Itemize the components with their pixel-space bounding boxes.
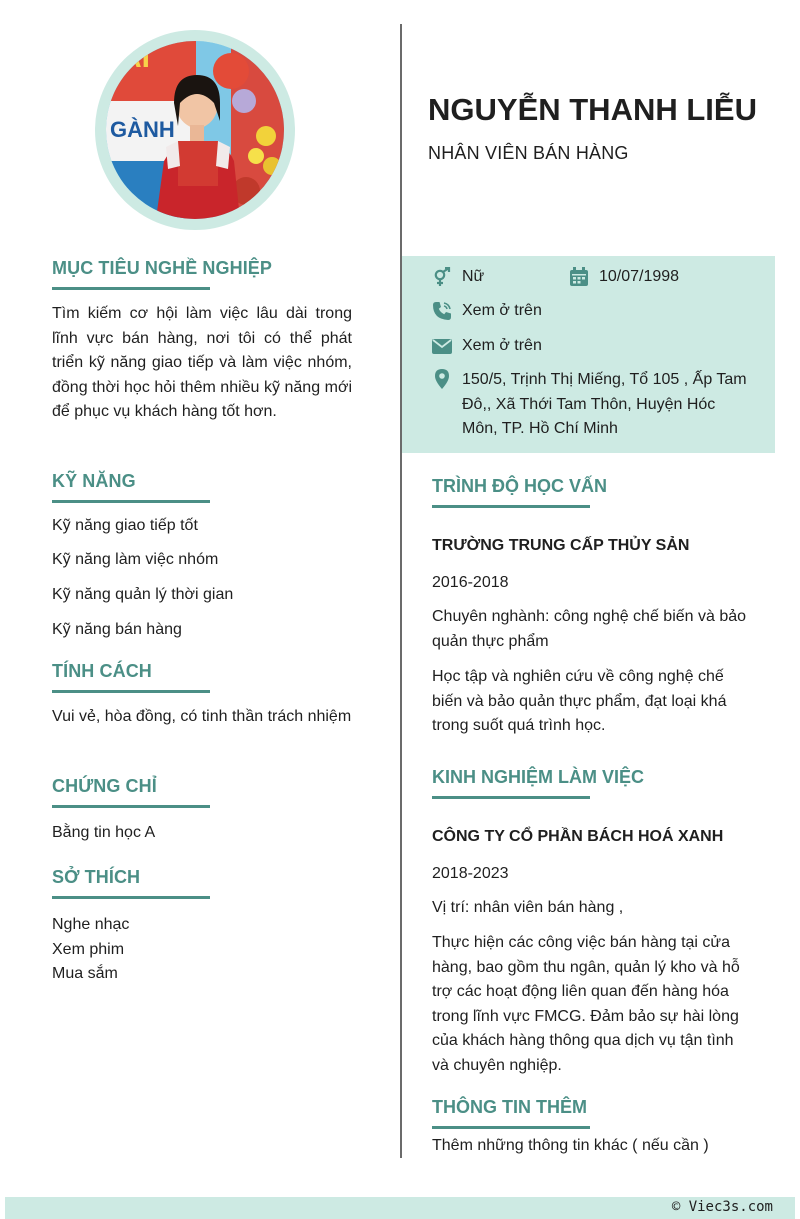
calendar-icon [569,267,589,287]
certificates-section [52,776,352,842]
hobbies-heading: SỞ THÍCH [52,867,141,887]
avatar-photo [106,41,284,219]
education-period: 2016-2018 [432,574,509,591]
certificates-heading: CHỨNG CHỈ [52,776,157,796]
contact-panel [402,256,775,453]
skills-section [52,471,352,638]
company-name: CÔNG TY CỔ PHẦN BÁCH HOÁ XANH [432,828,724,845]
additional-section [432,1097,762,1154]
hobby-item: Mua sắm [52,965,118,983]
gender-value: Nữ [462,268,485,285]
svg-text:GÀNH: GÀNH [110,117,175,142]
avatar [106,41,284,219]
section-underline [432,1126,590,1129]
footer-bar [5,1197,795,1219]
footer-credit[interactable]: © Viec3s.com [671,1199,773,1215]
avatar-frame [95,30,295,230]
skill-item: Kỹ năng giao tiếp tốt [52,517,198,534]
experience-period: 2018-2023 [432,865,509,882]
svg-text:AI: AI [120,41,150,74]
personality-section [52,661,352,730]
additional-text: Thêm những thông tin khác ( nếu cần ) [432,1137,709,1154]
objective-section [52,258,352,425]
birthdate-value: 10/07/1998 [599,268,680,285]
education-description: Học tập và nghiên cứu về công nghệ chế biến và bảo quản thực phẩm, đạt loại khá trong suốt quá trình học. [432,668,727,735]
section-underline [432,505,590,508]
section-underline [52,896,210,899]
address-value: 150/5, Trịnh Thị Miếng, Tổ 105 , Ấp Tam Đô,, Xã Thới Tam Thôn, Huyện Hóc Môn, TP. Hồ Chí Minh [462,371,747,438]
objective-heading: MỤC TIÊU NGHỀ NGHIỆP [52,258,273,278]
education-major: Chuyên nghành: công nghệ chế biến và bảo quản thực phẩm [432,608,747,650]
phone-value: Xem ở trên [462,302,542,319]
experience-section [432,767,762,1074]
skill-item: Kỹ năng quản lý thời gian [52,586,234,603]
candidate-name: NGUYỄN THANH LIỄU [428,92,757,127]
section-underline [52,805,210,808]
email-icon [432,336,452,356]
email-value: Xem ở trên [462,337,542,354]
section-underline [52,690,210,693]
phone-icon [432,301,452,321]
section-underline [52,500,210,503]
hobbies-section [52,867,352,987]
certificate-item: Bằng tin học A [52,824,156,841]
hobby-item: Xem phim [52,940,125,958]
education-section [432,476,762,735]
skill-item: Kỹ năng làm việc nhóm [52,551,219,568]
skill-item: Kỹ năng bán hàng [52,621,182,638]
school-name: TRƯỜNG TRUNG CẤP THỦY SẢN [432,537,690,554]
experience-role: Vị trí: nhân viên bán hàng , [432,899,624,916]
section-underline [52,287,210,290]
objective-text: Tìm kiếm cơ hội làm việc lâu dài trong lĩnh vực bán hàng, nơi tôi có thể phát triển kỹ năng giao tiếp và làm việc nhóm, đồng thời học hỏi thêm nhiều kỹ năng mới để phục vụ khách hàng tốt hơn. [52,305,352,421]
hobby-item: Nghe nhạc [52,916,130,933]
experience-description: Thực hiện các công việc bán hàng tại cửa hàng, bao gồm thu ngân, quản lý kho và hỗ trợ các hoạt động liên quan đến hàng hóa trong lĩnh vực FMCG. Đảm bảo sự hài lòng của khách hàng thông qua dịch vụ tận tình và chuyên nghiệp. [432,934,740,1074]
gender-icon [432,267,452,287]
additional-heading: THÔNG TIN THÊM [432,1097,587,1117]
experience-heading: KINH NGHIỆM LÀM VIỆC [432,767,645,787]
education-heading: TRÌNH ĐỘ HỌC VẤN [432,476,607,496]
skills-heading: KỸ NĂNG [52,471,136,491]
location-pin-icon [432,369,452,389]
personality-heading: TÍNH CÁCH [52,661,152,681]
candidate-position: NHÂN VIÊN BÁN HÀNG [428,143,629,163]
personality-text: Vui vẻ, hòa đồng, có tinh thần trách nhiệm [52,708,352,725]
section-underline [432,796,590,799]
column-divider [400,24,402,1158]
